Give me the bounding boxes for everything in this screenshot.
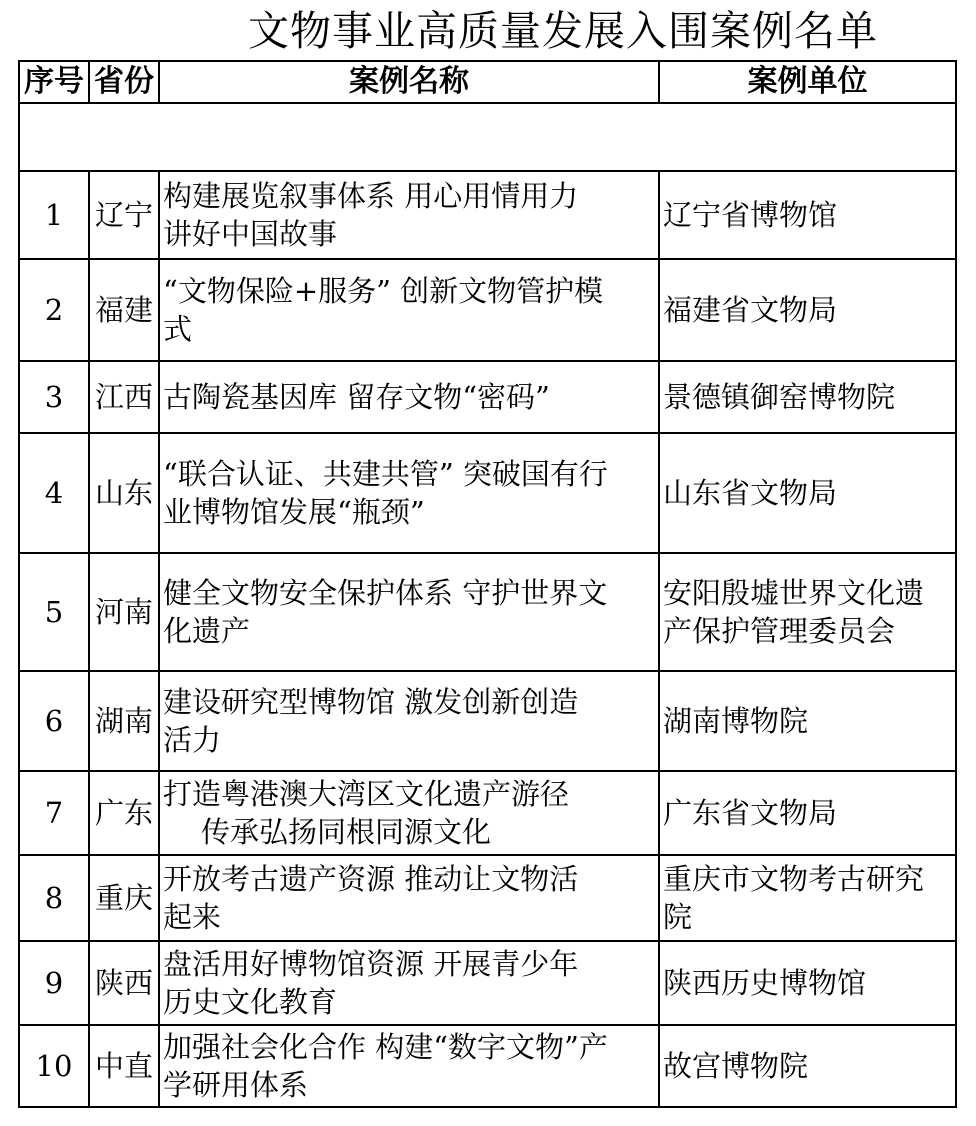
table-row	[19, 433, 956, 553]
cell-case-name	[159, 1025, 659, 1107]
cell-no: 3	[19, 361, 89, 433]
case-unit-line: 重庆市文物考古研究	[663, 862, 925, 896]
case-unit-line: 辽宁省博物馆	[663, 198, 838, 232]
table-row	[19, 259, 956, 361]
cell-province: 江西	[89, 361, 159, 433]
case-name-line: 起来	[163, 900, 222, 934]
cell-case-name	[159, 361, 659, 433]
case-unit-line: 山东省文物局	[663, 476, 838, 510]
case-name-line: 健全文物安全保护体系 守护世界文	[163, 576, 608, 610]
cell-no: 2	[19, 259, 89, 361]
cell-case-name	[159, 771, 659, 855]
case-name-line: 传承弘扬同根同源文化	[201, 815, 492, 849]
cell-province: 陕西	[89, 941, 159, 1025]
cell-no: 8	[19, 855, 89, 941]
case-name-line: “文物保险+服务” 创新文物管护模	[163, 274, 604, 308]
cell-case-name	[159, 855, 659, 941]
case-name-line: 打造粤港澳大湾区文化遗产游径	[163, 777, 570, 811]
blank-row	[19, 103, 956, 171]
cell-case-unit	[659, 553, 956, 671]
case-name-line: 式	[163, 312, 193, 346]
cell-no: 10	[19, 1025, 89, 1107]
case-unit-line: 陕西历史博物馆	[663, 966, 867, 1000]
cell-province: 福建	[89, 259, 159, 361]
cell-case-unit	[659, 671, 956, 771]
cell-case-name	[159, 671, 659, 771]
case-name-line: 学研用体系	[163, 1068, 309, 1102]
cell-no: 5	[19, 553, 89, 671]
cell-case-name	[159, 259, 659, 361]
case-name-line: “联合认证、共建共管” 突破国有行	[163, 457, 608, 491]
header-case-unit: 案例单位	[659, 61, 956, 103]
cell-case-name	[159, 433, 659, 553]
case-name-line: 古陶瓷基因库 留存文物“密码”	[163, 380, 550, 414]
cell-case-unit	[659, 941, 956, 1025]
cell-province: 河南	[89, 553, 159, 671]
table-header-row	[19, 61, 956, 103]
header-case-name: 案例名称	[159, 61, 659, 103]
case-name-line: 业博物馆发展“瓶颈”	[163, 495, 425, 529]
table-row	[19, 941, 956, 1025]
table-row	[19, 855, 956, 941]
case-name-line: 盘活用好博物馆资源 开展青少年	[163, 947, 579, 981]
cell-case-unit	[659, 259, 956, 361]
cell-province: 重庆	[89, 855, 159, 941]
case-unit-line: 湖南博物院	[663, 704, 809, 738]
case-unit-line: 景德镇御窑博物院	[663, 380, 896, 414]
cell-province: 山东	[89, 433, 159, 553]
case-name-line: 历史文化教育	[163, 985, 338, 1019]
case-unit-line: 产保护管理委员会	[663, 614, 896, 648]
cell-no: 7	[19, 771, 89, 855]
table-row	[19, 771, 956, 855]
case-unit-line: 福建省文物局	[663, 293, 838, 327]
case-name-line: 化遗产	[163, 614, 251, 648]
blank-cell	[19, 103, 956, 171]
cell-no: 1	[19, 171, 89, 259]
cell-no: 9	[19, 941, 89, 1025]
cell-case-unit	[659, 433, 956, 553]
case-name-line: 活力	[163, 723, 222, 757]
cell-no: 6	[19, 671, 89, 771]
table-row	[19, 671, 956, 771]
document-title: 文物事业高质量发展入围案例名单	[248, 7, 878, 55]
cell-no: 4	[19, 433, 89, 553]
cell-province: 广东	[89, 771, 159, 855]
case-unit-line: 广东省文物局	[663, 796, 838, 830]
cell-province: 湖南	[89, 671, 159, 771]
case-name-line: 开放考古遗产资源 推动让文物活	[163, 862, 579, 896]
cell-case-unit	[659, 361, 956, 433]
header-no: 序号	[19, 61, 89, 103]
case-name-line: 讲好中国故事	[163, 217, 338, 251]
case-list-table	[18, 60, 957, 1108]
table-row	[19, 553, 956, 671]
table-row	[19, 361, 956, 433]
case-unit-line: 院	[663, 900, 693, 934]
cell-case-unit	[659, 855, 956, 941]
case-name-line: 加强社会化合作 构建“数字文物”产	[163, 1030, 608, 1064]
cell-province: 中直	[89, 1025, 159, 1107]
cell-case-unit	[659, 1025, 956, 1107]
cell-province: 辽宁	[89, 171, 159, 259]
table-row	[19, 1025, 956, 1107]
cell-case-name	[159, 553, 659, 671]
cell-case-name	[159, 941, 659, 1025]
case-name-line: 构建展览叙事体系 用心用情用力	[163, 179, 579, 213]
cell-case-unit	[659, 771, 956, 855]
case-unit-line: 安阳殷墟世界文化遗	[663, 576, 925, 610]
table-row	[19, 171, 956, 259]
header-province: 省份	[89, 61, 159, 103]
cell-case-unit	[659, 171, 956, 259]
case-unit-line: 故宫博物院	[663, 1049, 809, 1083]
case-name-line: 建设研究型博物馆 激发创新创造	[163, 685, 579, 719]
cell-case-name	[159, 171, 659, 259]
